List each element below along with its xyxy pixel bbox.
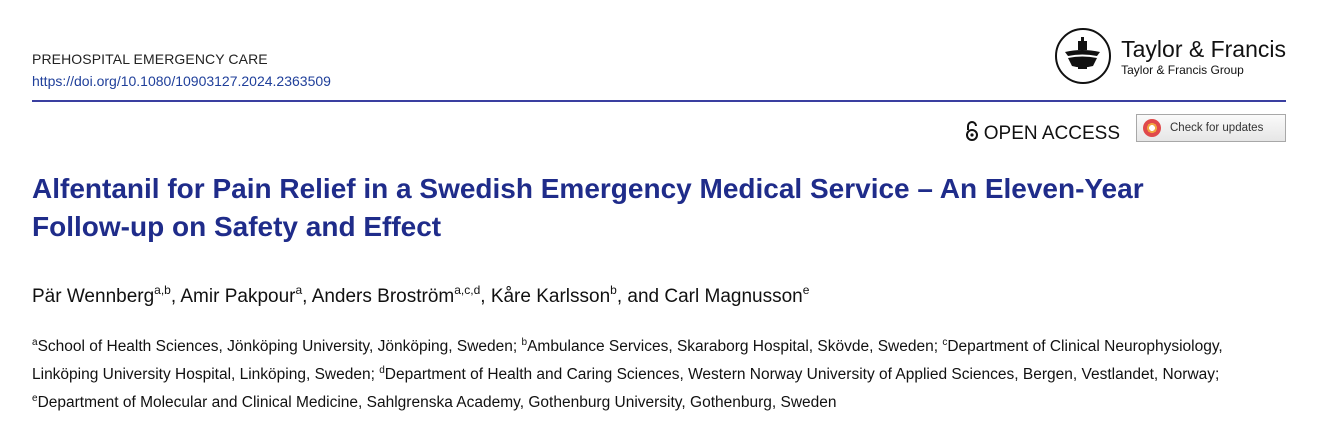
author-affiliation-marker: a,c,d <box>454 283 481 297</box>
affiliation-text: Ambulance Services, Skaraborg Hospital, Skövde, Sweden; <box>527 338 943 355</box>
open-lock-icon <box>965 121 979 147</box>
affiliation-marker: b <box>521 337 528 348</box>
journal-name: PREHOSPITAL EMERGENCY CARE <box>32 51 268 67</box>
lamp-logo-icon <box>1055 28 1111 84</box>
header-divider <box>32 100 1286 102</box>
affiliation-marker: c <box>942 337 948 348</box>
open-access-label: OPEN ACCESS <box>983 123 1120 144</box>
affiliation-text: School of Health Sciences, Jönköping University, Jönköping, Sweden; <box>37 338 522 355</box>
author-name: Carl Magnusson <box>664 286 803 307</box>
affiliation-text: Department of Clinical Neurophysiology, Linköping University Hospital, Linköping, Sweden; <box>32 338 1223 383</box>
author-separator: , <box>170 286 181 307</box>
author-name: Amir Pakpour <box>180 286 296 307</box>
author-affiliation-marker: a,b <box>154 283 171 297</box>
publisher-block <box>1055 28 1286 84</box>
affiliation-marker: e <box>32 393 38 404</box>
check-for-updates-label: Check for updates <box>1170 122 1264 134</box>
affiliations <box>32 331 1292 415</box>
affiliation-marker: a <box>32 337 38 348</box>
author-separator: , <box>302 286 312 307</box>
author-name: Pär Wennberg <box>32 286 155 307</box>
open-access-badge <box>965 121 1120 147</box>
crossmark-icon <box>1143 119 1161 137</box>
article-title: Alfentanil for Pain Relief in a Swedish Emergency Medical Service – An Eleven-Year Follow-up on Safety and Effect <box>32 173 1144 242</box>
author-list <box>32 283 809 308</box>
publisher-group: Taylor & Francis Group <box>1121 62 1244 77</box>
author-separator: , <box>480 286 491 307</box>
affiliation-text: Department of Molecular and Clinical Medicine, Sahlgrenska Academy, Gothenburg University, Gothenburg, Sweden <box>37 394 837 411</box>
affiliation-text: Department of Health and Caring Sciences, Western Norway University of Applied Sciences, Bergen, Vestlandet, Norway; <box>384 366 1220 383</box>
author-name: Anders Broström <box>311 286 455 307</box>
author-affiliation-marker: e <box>802 283 810 297</box>
author-name: Kåre Karlsson <box>490 286 611 307</box>
doi-link[interactable]: https://doi.org/10.1080/10903127.2024.2363509 <box>32 73 331 89</box>
author-affiliation-marker: a <box>295 283 303 297</box>
check-for-updates-button[interactable] <box>1136 114 1286 142</box>
author-separator: , and <box>616 286 665 307</box>
publisher-name: Taylor & Francis <box>1121 35 1286 62</box>
affiliation-marker: d <box>379 365 385 376</box>
author-affiliation-marker: b <box>610 283 617 297</box>
